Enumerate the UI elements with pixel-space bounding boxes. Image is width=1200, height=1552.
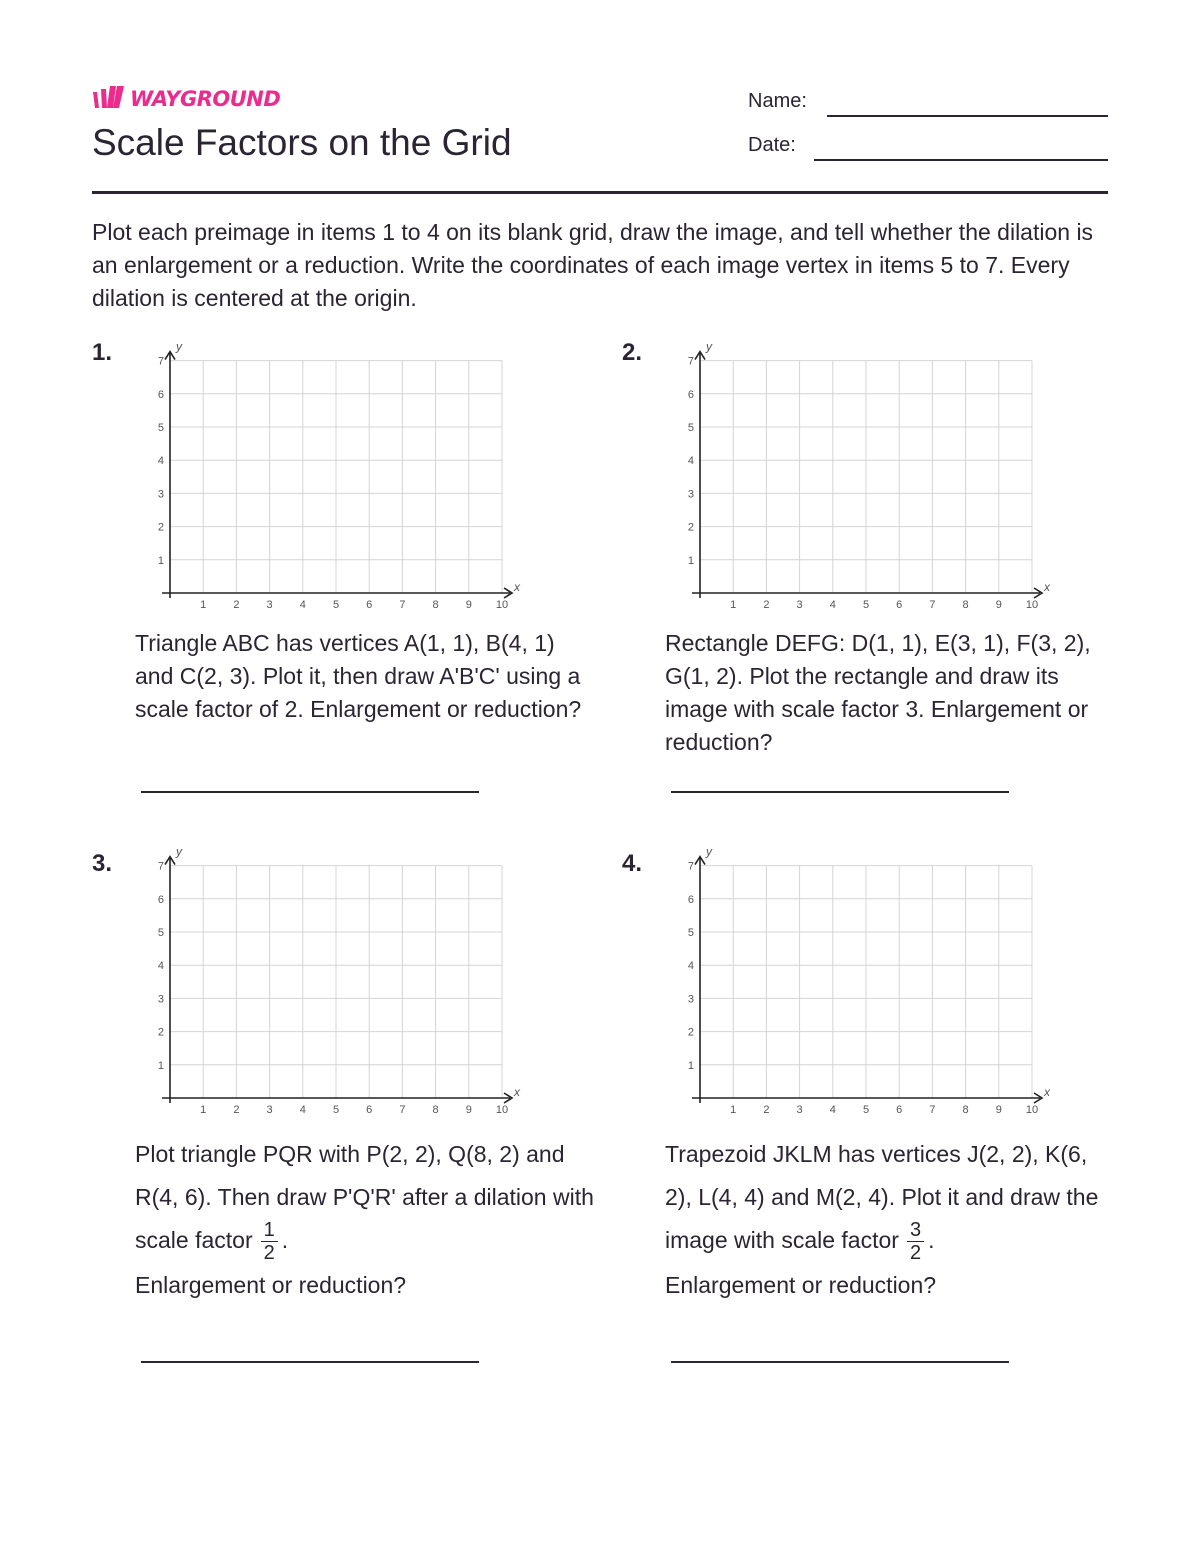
x-tick-label: 7	[399, 1104, 406, 1116]
x-tick-label: 9	[995, 599, 1002, 611]
y-tick-label: 7	[687, 860, 694, 873]
y-tick-label: 7	[157, 355, 164, 368]
x-tick-label: 10	[495, 599, 509, 611]
date-label: Date:	[748, 134, 796, 156]
x-tick-label: 5	[862, 599, 870, 611]
question-4-fraction-denominator: 2	[909, 1242, 922, 1265]
x-tick-label: 1	[200, 599, 207, 611]
x-tick-label: 3	[796, 1104, 803, 1116]
y-axis-label: y	[706, 339, 712, 354]
question-3-text-main: Plot triangle PQR with P(2, 2), Q(8, 2) and R(4, 6). Then draw P'Q'R' after a dilation with scale factor	[135, 1141, 594, 1253]
x-axis-label: x	[514, 1085, 520, 1099]
y-tick-label: 1	[687, 1059, 694, 1072]
x-tick-label: 7	[399, 599, 406, 611]
x-tick-label: 2	[233, 1104, 240, 1116]
x-tick-label: 7	[929, 599, 936, 611]
y-tick-label: 3	[687, 993, 694, 1006]
x-tick-label: 5	[332, 1104, 340, 1116]
y-tick-label: 2	[157, 521, 164, 534]
y-tick-label: 4	[687, 960, 694, 973]
question-4-grid[interactable]	[680, 845, 1050, 1115]
question-4-fraction-numerator: 3	[907, 1219, 924, 1242]
question-3-text	[135, 1133, 595, 1307]
y-tick-label: 6	[687, 893, 694, 906]
question-1-text: Triangle ABC has vertices A(1, 1), B(4, 1) and C(2, 3). Plot it, then draw A'B'C' using a scale factor of 2. Enlargement or reduction?	[135, 630, 582, 722]
name-label: Name:	[748, 90, 807, 112]
x-tick-label: 5	[862, 1104, 870, 1116]
x-tick-label: 9	[465, 1104, 472, 1116]
question-3-text-end: Enlargement or reduction?	[135, 1272, 407, 1299]
y-tick-label: 4	[157, 960, 164, 973]
x-tick-label: 9	[995, 1104, 1002, 1116]
page-title: Scale Factors on the Grid	[92, 122, 512, 163]
x-tick-label: 7	[929, 1104, 936, 1116]
y-tick-label: 1	[157, 554, 164, 567]
x-tick-label: 5	[332, 599, 340, 611]
y-tick-label: 6	[157, 388, 164, 401]
y-tick-label: 5	[157, 422, 164, 434]
question-4-text-period: .	[928, 1227, 935, 1253]
x-tick-label: 4	[299, 1104, 306, 1116]
y-tick-label: 6	[687, 388, 694, 401]
x-tick-label: 8	[962, 1104, 969, 1116]
x-tick-label: 1	[730, 599, 737, 611]
question-4-number: 4.	[622, 850, 643, 877]
question-4-text	[665, 1133, 1115, 1307]
question-2-text: Rectangle DEFG: D(1, 1), E(3, 1), F(3, 2), G(1, 2). Plot the rectangle and draw its image with scale factor 3. Enlargement or reduction?	[665, 630, 1091, 755]
x-tick-label: 4	[829, 1104, 836, 1116]
y-tick-label: 1	[157, 1059, 164, 1072]
date-field[interactable]	[814, 159, 1108, 161]
x-tick-label: 9	[465, 599, 472, 611]
x-tick-label: 2	[763, 599, 770, 611]
x-tick-label: 3	[266, 599, 273, 611]
x-axis-label: x	[1044, 580, 1050, 594]
x-tick-label: 4	[299, 599, 306, 611]
y-axis-label: y	[176, 339, 182, 354]
question-4-scale-fraction	[907, 1219, 924, 1264]
x-tick-label: 4	[829, 599, 836, 611]
y-tick-label: 2	[687, 1026, 694, 1039]
brand-logo	[92, 86, 280, 112]
x-tick-label: 8	[432, 599, 439, 611]
question-3-text-period: .	[281, 1227, 289, 1253]
y-tick-label: 5	[687, 422, 694, 434]
question-4-text-main: Trapezoid JKLM has vertices J(2, 2), K(6, 2), L(4, 4) and M(2, 4). Plot it and draw the image with scale factor	[665, 1141, 1099, 1253]
y-tick-label: 1	[687, 554, 694, 567]
question-1-grid[interactable]	[150, 340, 520, 610]
question-4-answer-line[interactable]	[671, 1361, 1009, 1363]
y-tick-label: 3	[157, 488, 164, 501]
question-3-fraction-denominator: 2	[263, 1242, 275, 1265]
y-axis-label: y	[176, 844, 182, 859]
x-tick-label: 6	[896, 599, 903, 611]
y-tick-label: 5	[687, 927, 694, 939]
instructions: Plot each preimage in items 1 to 4 on its blank grid, draw the image, and tell whether the dilation is an enlargement or a reduction. Write the coordinates of each image vertex in items 5 to 7. Every dilation is centered at the origin.	[92, 219, 1094, 311]
x-tick-label: 8	[432, 1104, 439, 1116]
x-tick-label: 6	[366, 1104, 373, 1116]
question-3-scale-fraction	[261, 1219, 278, 1264]
y-axis-label: y	[706, 844, 712, 859]
x-tick-label: 8	[962, 599, 969, 611]
y-tick-label: 4	[687, 455, 694, 468]
question-1-number: 1.	[92, 339, 113, 366]
y-tick-label: 7	[687, 355, 694, 368]
x-tick-label: 10	[1025, 1104, 1039, 1116]
x-axis-label: x	[514, 580, 520, 594]
name-field[interactable]	[827, 115, 1108, 117]
x-tick-label: 2	[763, 1104, 770, 1116]
y-tick-label: 6	[157, 893, 164, 906]
x-axis-label: x	[1044, 1085, 1050, 1099]
x-tick-label: 10	[495, 1104, 509, 1116]
question-2-grid[interactable]	[680, 340, 1050, 610]
y-tick-label: 5	[157, 927, 164, 939]
y-tick-label: 3	[687, 488, 694, 501]
x-tick-label: 1	[730, 1104, 737, 1116]
question-2-number: 2.	[622, 339, 643, 366]
question-2-answer-line[interactable]	[671, 791, 1009, 793]
x-tick-label: 3	[266, 1104, 273, 1116]
question-3-answer-line[interactable]	[141, 1361, 479, 1363]
question-3-fraction-numerator: 1	[261, 1219, 278, 1242]
x-tick-label: 6	[896, 1104, 903, 1116]
brand-name: WAYGROUND	[130, 87, 281, 111]
wayground-logo-icon	[92, 86, 126, 112]
question-4-text-end: Enlargement or reduction?	[665, 1272, 937, 1299]
y-tick-label: 2	[157, 1026, 164, 1039]
question-1-answer-line[interactable]	[141, 791, 479, 793]
x-tick-label: 3	[796, 599, 803, 611]
x-tick-label: 10	[1025, 599, 1039, 611]
y-tick-label: 7	[157, 860, 164, 873]
x-tick-label: 2	[233, 599, 240, 611]
y-tick-label: 4	[157, 455, 164, 468]
header-divider	[92, 191, 1108, 194]
x-tick-label: 1	[200, 1104, 207, 1116]
question-3-number: 3.	[92, 850, 113, 877]
y-tick-label: 3	[157, 993, 164, 1006]
x-tick-label: 6	[366, 599, 373, 611]
question-3-grid[interactable]	[150, 845, 520, 1115]
y-tick-label: 2	[687, 521, 694, 534]
